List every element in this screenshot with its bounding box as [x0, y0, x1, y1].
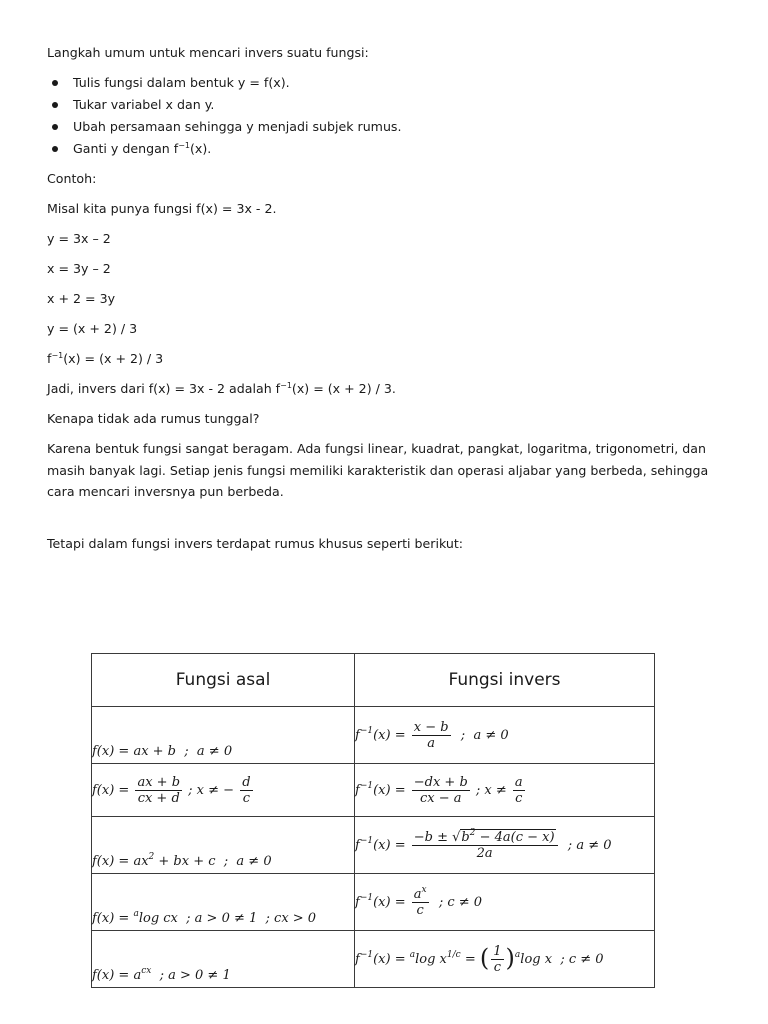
formula-inverse: $f^{-1}(x) = ^a\log$ $x^{1/c}$ = ( $\frac{1}{c}$ )$^a$log x ; c ≠ 0 [355, 931, 655, 988]
formula-original: f(x) = ax + b ; a ≠ 0 [92, 707, 355, 764]
question-text: Kenapa tidak ada rumus tunggal? [47, 411, 260, 426]
misal-text: Misal kita punya fungsi f(x) = 3x - 2. [47, 201, 277, 216]
eq5-tail: (x) = (x + 2) / 3 [63, 351, 164, 366]
document-body [47, 42, 737, 554]
table-row [92, 817, 655, 874]
table-row [92, 764, 655, 817]
conclusion-text [47, 378, 737, 399]
eq5-head: f [47, 351, 52, 366]
steps-list [47, 72, 737, 160]
equation-line: y = 3x – 2 [47, 231, 111, 246]
jadi-tail: (x) = (x + 2) / 3. [291, 381, 396, 396]
equation-line [47, 348, 737, 369]
formula-original: f(x) = $^a$log cx ; a > 0 ≠ 1 ; cx > 0 [92, 874, 355, 931]
formula-inverse: $f^{-1}(x)$ = $\frac{-dx + b}{cx - a}$ ; x ≠ $\frac{a}{c}$ [355, 764, 655, 817]
tetapi-text: Tetapi dalam fungsi invers terdapat rumus khusus seperti berikut: [47, 535, 464, 551]
step-4-tail: (x). [190, 141, 212, 156]
formula-inverse: $f^{-1}(x)$ = $\frac{-b \pm √b^2 - 4a(c - x)}{2a}$ ; a ≠ 0 [355, 817, 655, 874]
step-4-text: Ganti y dengan f [73, 141, 179, 156]
contoh-label: Contoh: [47, 171, 97, 186]
header-fungsi-invers: Fungsi invers [355, 654, 655, 707]
formula-original: $f(x) = a^{cx}$ ; a > 0 ≠ 1 [92, 931, 355, 988]
inverse-superscript: −1 [280, 381, 292, 390]
formula-original: $f(x) = ax^2$ + bx + c ; a ≠ 0 [92, 817, 355, 874]
inverse-superscript: −1 [178, 141, 191, 150]
formula-inverse: $f^{-1}(x)$ = $\frac{a^x}{c}$ ; c ≠ 0 [355, 874, 655, 931]
formula-inverse: $f^{-1}(x)$ = $\frac{x - b}{a}$ ; a ≠ 0 [355, 707, 655, 764]
inverse-formula-table [91, 653, 655, 988]
equation-line: x + 2 = 3y [47, 291, 116, 306]
jadi-head: Jadi, invers dari f(x) = 3x - 2 adalah f [47, 381, 281, 396]
intro-text: Langkah umum untuk mencari invers suatu fungsi: [47, 45, 369, 60]
inverse-superscript: −1 [51, 351, 64, 360]
step-item: Tulis fungsi dalam bentuk y = f(x). [73, 72, 737, 94]
table-row [92, 931, 655, 988]
step-item: Ubah persamaan sehingga y menjadi subjek rumus. [73, 116, 737, 138]
table-row [92, 874, 655, 931]
equation-line: x = 3y – 2 [47, 261, 111, 276]
answer-paragraph: Karena bentuk fungsi sangat beragam. Ada fungsi linear, kuadrat, pangkat, logaritma, trigonometri, dan masih banyak lagi. Setiap jenis fungsi memiliki karakteristik dan operasi aljabar yang berbeda, sehingga cara mencari inversnya pun berbeda. [47, 441, 709, 499]
step-item [73, 138, 737, 160]
table-row [92, 707, 655, 764]
header-fungsi-asal: Fungsi asal [92, 654, 355, 707]
formula-original: f(x) = $\frac{ax + b}{cx + d}$ ; x ≠ − $\frac{d}{c}$ [92, 764, 355, 817]
table-header-row [92, 654, 655, 707]
equation-line: y = (x + 2) / 3 [47, 321, 138, 336]
step-item: Tukar variabel x dan y. [73, 94, 737, 116]
